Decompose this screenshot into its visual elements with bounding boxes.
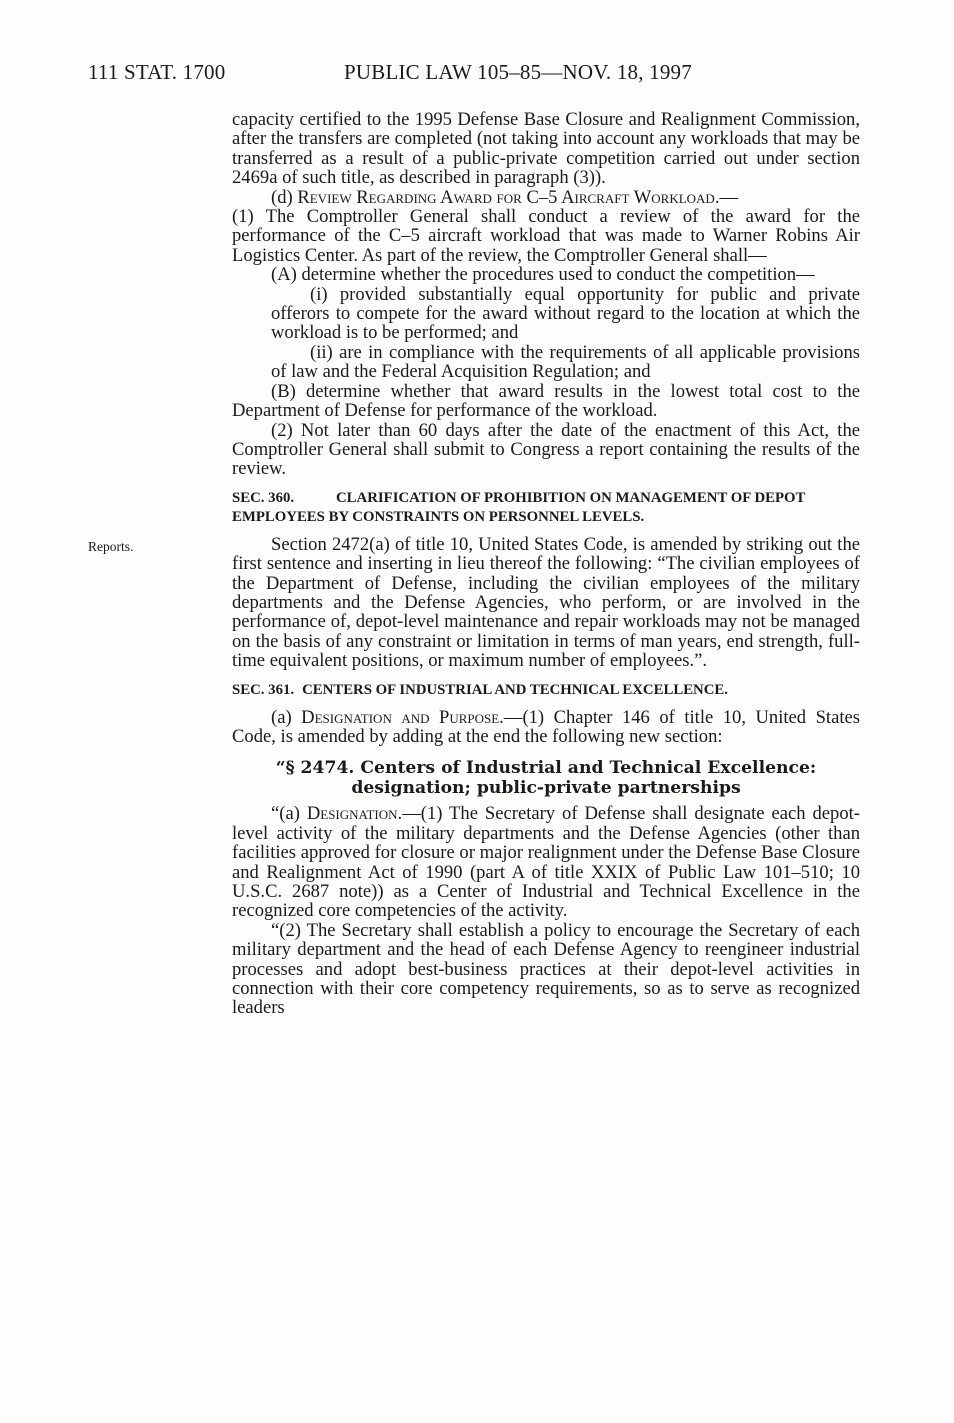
section-361-a-text: —(1) Chapter 146 of title 10, United States Code, is amended by adding at the end the following new section:: [232, 706, 861, 747]
section-361-title: CENTERS OF INDUSTRIAL AND TECHNICAL EXCELLENCE.: [302, 681, 729, 698]
clause-i: (i) provided substantially equal opportunity for public and private offerors to compete for the award without regard to the location at which the workload is to be performed; and: [271, 283, 860, 344]
paragraph-capacity: capacity certified to the 1995 Defense Base Closure and Realignment Commission, after the transfers are completed (not taking into account any workloads that may be transferred as a result of a public-private competition carried out under section 2469a of such title, as described in paragraph (3)).: [232, 109, 860, 189]
subsection-d-heading: [232, 188, 860, 207]
section-361-a: [232, 708, 860, 747]
section-361-number: SEC. 361.: [232, 681, 295, 698]
clause-a: (A) determine whether the procedures used to conduct the competition—: [271, 264, 815, 286]
section-361-a-title: Designation and Purpose.: [301, 706, 504, 728]
section-361-a-label: (a): [271, 706, 292, 728]
section-360-title: CLARIFICATION OF PROHIBITION ON MANAGEMENT OF DEPOT EMPLOYEES BY CONSTRAINTS ON PERSONNEL LEVELS.: [232, 489, 806, 525]
section-360-heading: [232, 489, 860, 527]
section-2474-a-label: “(a): [271, 803, 300, 825]
clause-ii: (ii) are in compliance with the requirements of all applicable provisions of law and the Federal Acquisition Regulation; and: [271, 341, 860, 383]
paragraph-d2: (2) Not later than 60 days after the date of the enactment of this Act, the Comptroller General shall submit to Congress a report containing the results of the review.: [232, 419, 860, 480]
subsection-d-dash: —: [719, 186, 739, 208]
section-2474-a: [232, 804, 860, 920]
clause-b: (B) determine whether that award results in the lowest total cost to the Department of Defense for performance of the workload.: [232, 380, 860, 422]
section-2474-heading: “§ 2474. Centers of Industrial and Technical Excellence: designation; public-private partnerships: [275, 758, 817, 799]
subsection-d-label: (d): [271, 186, 293, 208]
section-2474-a2: “(2) The Secretary shall establish a policy to encourage the Secretary of each military department and the head of each Defense Agency to reengineer industrial processes and adopt best-business practices at their depot-level activities in connection with their core competency requirements, so as to serve as recognized leaders: [232, 919, 860, 1019]
section-360-text: Section 2472(a) of title 10, United States Code, is amended by striking out the first sentence and inserting in lieu thereof the following: “The civilian employees of the Department of Defense, including the civilian employees of the military departments and the Defense Agencies, who perform, or are involved in the performance of, depot-level maintenance and repair workloads may not be managed on the basis of any constraint or limitation in terms of man years, end strength, full-time equivalent positions, or maximum number of employees.”.: [232, 533, 860, 672]
section-360-number: SEC. 360.: [232, 489, 295, 506]
statute-page-number: 111 STAT. 1700: [88, 60, 226, 84]
margin-note-reports: Reports.: [88, 539, 134, 554]
section-2474-a-text: —(1) The Secretary of Defense shall designate each depot-level activity of the military departments and the Defense Agencies (other than facilities approved for closure or major realignment under the Defense Base Closure and Realignment Act of 1990 (part A of title XXIX of Public Law 101–510; 10 U.S.C. 2687 note)) as a Center of Industrial and Technical Excellence in the recognized core competencies of the activity.: [232, 803, 860, 922]
paragraph-d1: (1) The Comptroller General shall conduct a review of the award for the performance of the C–5 aircraft workload that was made to Warner Robins Air Logistics Center. As part of the review, the Comptroller General shall—: [232, 206, 860, 266]
public-law-reference: PUBLIC LAW 105–85—NOV. 18, 1997: [344, 60, 692, 84]
subsection-d-title: Review Regarding Award for C–5 Aircraft Workload.: [297, 186, 720, 208]
section-361-heading: [232, 681, 860, 700]
document-body: [232, 110, 860, 1018]
section-2474-a-title: Designation.: [306, 803, 403, 825]
